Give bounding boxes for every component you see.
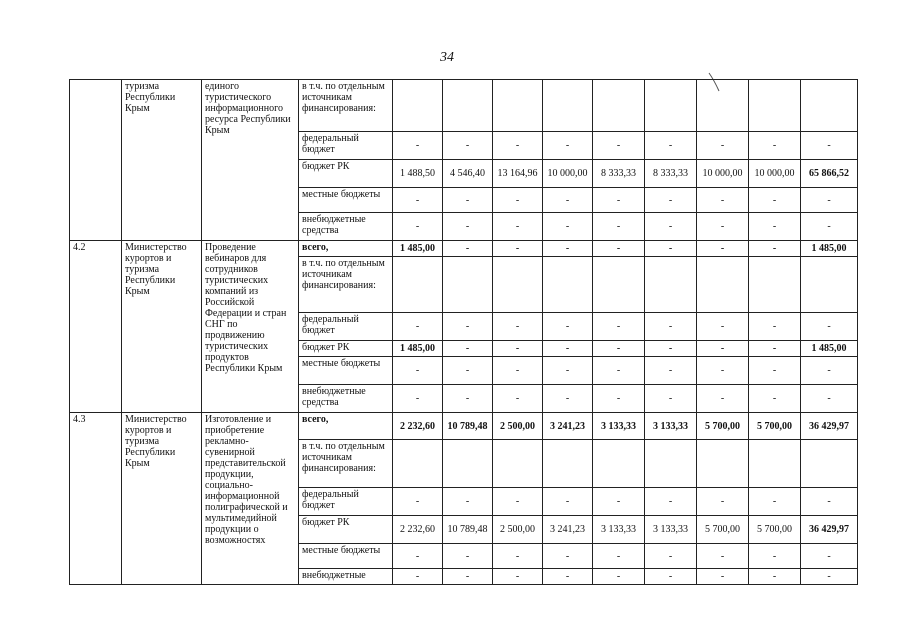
year-value-cell: - — [645, 241, 697, 257]
total-value-cell: 36 429,97 — [801, 516, 858, 544]
year-value-cell: 4 546,40 — [443, 160, 493, 188]
funding-source-cell: в т.ч. по отдельным источникам финансирования: — [299, 257, 393, 313]
year-value-cell: - — [393, 385, 443, 413]
year-value-cell: - — [749, 341, 801, 357]
year-value-cell — [749, 257, 801, 313]
year-value-cell — [697, 257, 749, 313]
year-value-cell: - — [593, 385, 645, 413]
year-value-cell — [543, 80, 593, 132]
year-value-cell: - — [593, 213, 645, 241]
year-value-cell: - — [543, 488, 593, 516]
funding-source-cell: внебюджетные средства — [299, 385, 393, 413]
year-value-cell: 5 700,00 — [697, 516, 749, 544]
year-value-cell: 2 232,60 — [393, 516, 443, 544]
year-value-cell: - — [645, 213, 697, 241]
year-value-cell: - — [493, 385, 543, 413]
year-value-cell: - — [697, 313, 749, 341]
total-value-cell: - — [801, 357, 858, 385]
year-value-cell — [645, 440, 697, 488]
year-value-cell: - — [645, 132, 697, 160]
year-value-cell: - — [393, 569, 443, 585]
year-value-cell: - — [697, 569, 749, 585]
year-value-cell: - — [593, 341, 645, 357]
year-value-cell: - — [443, 385, 493, 413]
year-value-cell: - — [749, 569, 801, 585]
year-value-cell: - — [697, 132, 749, 160]
funding-source-cell: федеральный бюджет — [299, 488, 393, 516]
budget-table — [69, 79, 858, 585]
year-value-cell: - — [493, 241, 543, 257]
year-value-cell: - — [749, 213, 801, 241]
row-number-cell: 4.3 — [70, 413, 122, 585]
year-value-cell: - — [749, 544, 801, 569]
total-value-cell: - — [801, 213, 858, 241]
year-value-cell: - — [593, 132, 645, 160]
year-value-cell: 8 333,33 — [645, 160, 697, 188]
year-value-cell: - — [543, 213, 593, 241]
table-row — [70, 241, 858, 257]
year-value-cell — [593, 440, 645, 488]
year-value-cell: - — [697, 357, 749, 385]
year-value-cell — [697, 440, 749, 488]
year-value-cell: - — [645, 357, 697, 385]
year-value-cell: - — [493, 488, 543, 516]
year-value-cell: - — [543, 357, 593, 385]
funding-source-cell: местные бюджеты — [299, 188, 393, 213]
total-value-cell — [801, 440, 858, 488]
year-value-cell: - — [393, 488, 443, 516]
year-value-cell: - — [697, 241, 749, 257]
year-value-cell — [697, 80, 749, 132]
year-value-cell: - — [543, 188, 593, 213]
year-value-cell: - — [697, 188, 749, 213]
total-value-cell: - — [801, 313, 858, 341]
year-value-cell: - — [493, 213, 543, 241]
year-value-cell: 1 485,00 — [393, 241, 443, 257]
executor-cell: Министерство курортов и туризма Республики Крым — [122, 241, 202, 413]
total-value-cell: - — [801, 132, 858, 160]
year-value-cell: - — [543, 132, 593, 160]
row-number-cell — [70, 80, 122, 241]
year-value-cell: - — [543, 544, 593, 569]
year-value-cell: - — [443, 357, 493, 385]
year-value-cell — [443, 80, 493, 132]
executor-cell: Министерство курортов и туризма Республики Крым — [122, 413, 202, 585]
year-value-cell — [493, 440, 543, 488]
year-value-cell: - — [543, 341, 593, 357]
year-value-cell: - — [443, 341, 493, 357]
year-value-cell: - — [749, 188, 801, 213]
year-value-cell: 5 700,00 — [749, 413, 801, 440]
table-row — [70, 80, 858, 132]
year-value-cell: - — [593, 544, 645, 569]
year-value-cell — [443, 257, 493, 313]
year-value-cell: - — [697, 544, 749, 569]
year-value-cell: - — [493, 357, 543, 385]
year-value-cell: - — [593, 188, 645, 213]
year-value-cell: 3 133,33 — [645, 516, 697, 544]
year-value-cell: - — [697, 385, 749, 413]
year-value-cell: - — [645, 544, 697, 569]
year-value-cell: 5 700,00 — [749, 516, 801, 544]
year-value-cell — [543, 257, 593, 313]
year-value-cell: - — [749, 488, 801, 516]
year-value-cell: - — [645, 341, 697, 357]
year-value-cell: - — [443, 313, 493, 341]
year-value-cell — [593, 80, 645, 132]
year-value-cell — [543, 440, 593, 488]
year-value-cell — [393, 440, 443, 488]
year-value-cell: 1 485,00 — [393, 341, 443, 357]
year-value-cell: - — [645, 385, 697, 413]
page-number: 34 — [440, 50, 454, 65]
year-value-cell — [645, 257, 697, 313]
year-value-cell: - — [393, 132, 443, 160]
year-value-cell: 3 133,33 — [593, 516, 645, 544]
year-value-cell — [493, 257, 543, 313]
year-value-cell: - — [697, 488, 749, 516]
year-value-cell — [645, 80, 697, 132]
year-value-cell — [749, 80, 801, 132]
year-value-cell: - — [393, 357, 443, 385]
year-value-cell: - — [393, 313, 443, 341]
year-value-cell: - — [749, 357, 801, 385]
year-value-cell: - — [645, 313, 697, 341]
year-value-cell: - — [393, 213, 443, 241]
year-value-cell: - — [749, 132, 801, 160]
year-value-cell: 10 000,00 — [697, 160, 749, 188]
year-value-cell: - — [645, 188, 697, 213]
year-value-cell — [749, 440, 801, 488]
year-value-cell: 10 789,48 — [443, 516, 493, 544]
year-value-cell: - — [697, 213, 749, 241]
year-value-cell: - — [443, 569, 493, 585]
activity-cell: Изготовление и приобретение рекламно-сувенирной представительской продукции, социально-информационной полиграфической и мультимедийной продукции о возможностях — [202, 413, 299, 585]
funding-source-cell: бюджет РК — [299, 516, 393, 544]
year-value-cell: - — [493, 313, 543, 341]
funding-source-cell: федеральный бюджет — [299, 313, 393, 341]
funding-source-cell: внебюджетные средства — [299, 213, 393, 241]
year-value-cell: - — [443, 544, 493, 569]
year-value-cell: - — [749, 385, 801, 413]
year-value-cell: - — [493, 132, 543, 160]
row-number-cell: 4.2 — [70, 241, 122, 413]
year-value-cell — [393, 257, 443, 313]
total-value-cell: - — [801, 385, 858, 413]
year-value-cell: - — [493, 544, 543, 569]
year-value-cell: - — [393, 544, 443, 569]
year-value-cell: - — [493, 188, 543, 213]
activity-cell: Проведение вебинаров для сотрудников туристических компаний из Российской Федерации и стран СНГ по продвижению туристических продуктов Республики Крым — [202, 241, 299, 413]
year-value-cell: - — [697, 341, 749, 357]
year-value-cell: 10 000,00 — [749, 160, 801, 188]
funding-source-cell: местные бюджеты — [299, 357, 393, 385]
total-value-cell: 1 485,00 — [801, 241, 858, 257]
total-value-cell: 65 866,52 — [801, 160, 858, 188]
year-value-cell — [393, 80, 443, 132]
year-value-cell: - — [593, 241, 645, 257]
total-value-cell: - — [801, 488, 858, 516]
year-value-cell: - — [443, 488, 493, 516]
executor-cell: туризма Республики Крым — [122, 80, 202, 241]
total-value-cell — [801, 80, 858, 132]
year-value-cell: - — [493, 341, 543, 357]
year-value-cell: - — [393, 188, 443, 213]
year-value-cell: - — [645, 488, 697, 516]
year-value-cell: 3 241,23 — [543, 413, 593, 440]
total-value-cell — [801, 257, 858, 313]
year-value-cell: 3 241,23 — [543, 516, 593, 544]
year-value-cell: 3 133,33 — [593, 413, 645, 440]
year-value-cell: 5 700,00 — [697, 413, 749, 440]
funding-source-cell: бюджет РК — [299, 160, 393, 188]
year-value-cell: - — [593, 313, 645, 341]
table-row — [70, 413, 858, 440]
year-value-cell: - — [543, 385, 593, 413]
year-value-cell: - — [543, 569, 593, 585]
funding-source-cell: внебюджетные — [299, 569, 393, 585]
year-value-cell: 13 164,96 — [493, 160, 543, 188]
year-value-cell: 10 789,48 — [443, 413, 493, 440]
year-value-cell — [593, 257, 645, 313]
total-value-cell: - — [801, 188, 858, 213]
activity-cell: единого туристического информационного ресурса Республики Крым — [202, 80, 299, 241]
year-value-cell: - — [543, 241, 593, 257]
year-value-cell: - — [443, 213, 493, 241]
funding-source-cell: бюджет РК — [299, 341, 393, 357]
year-value-cell: - — [593, 569, 645, 585]
year-value-cell: - — [443, 188, 493, 213]
year-value-cell: 3 133,33 — [645, 413, 697, 440]
total-value-cell: - — [801, 544, 858, 569]
total-value-cell: - — [801, 569, 858, 585]
funding-source-cell: всего, — [299, 241, 393, 257]
year-value-cell: - — [749, 241, 801, 257]
year-value-cell: - — [593, 488, 645, 516]
year-value-cell — [443, 440, 493, 488]
year-value-cell: - — [443, 132, 493, 160]
year-value-cell — [493, 80, 543, 132]
year-value-cell: - — [749, 313, 801, 341]
year-value-cell: - — [645, 569, 697, 585]
total-value-cell: 36 429,97 — [801, 413, 858, 440]
year-value-cell: - — [593, 357, 645, 385]
year-value-cell: 1 488,50 — [393, 160, 443, 188]
funding-source-cell: в т.ч. по отдельным источникам финансирования: — [299, 80, 393, 132]
year-value-cell: 8 333,33 — [593, 160, 645, 188]
year-value-cell: 2 500,00 — [493, 516, 543, 544]
year-value-cell: - — [493, 569, 543, 585]
year-value-cell: - — [443, 241, 493, 257]
year-value-cell: 10 000,00 — [543, 160, 593, 188]
funding-source-cell: всего, — [299, 413, 393, 440]
year-value-cell: - — [543, 313, 593, 341]
year-value-cell: 2 500,00 — [493, 413, 543, 440]
funding-source-cell: в т.ч. по отдельным источникам финансирования: — [299, 440, 393, 488]
funding-source-cell: федеральный бюджет — [299, 132, 393, 160]
total-value-cell: 1 485,00 — [801, 341, 858, 357]
year-value-cell: 2 232,60 — [393, 413, 443, 440]
funding-source-cell: местные бюджеты — [299, 544, 393, 569]
